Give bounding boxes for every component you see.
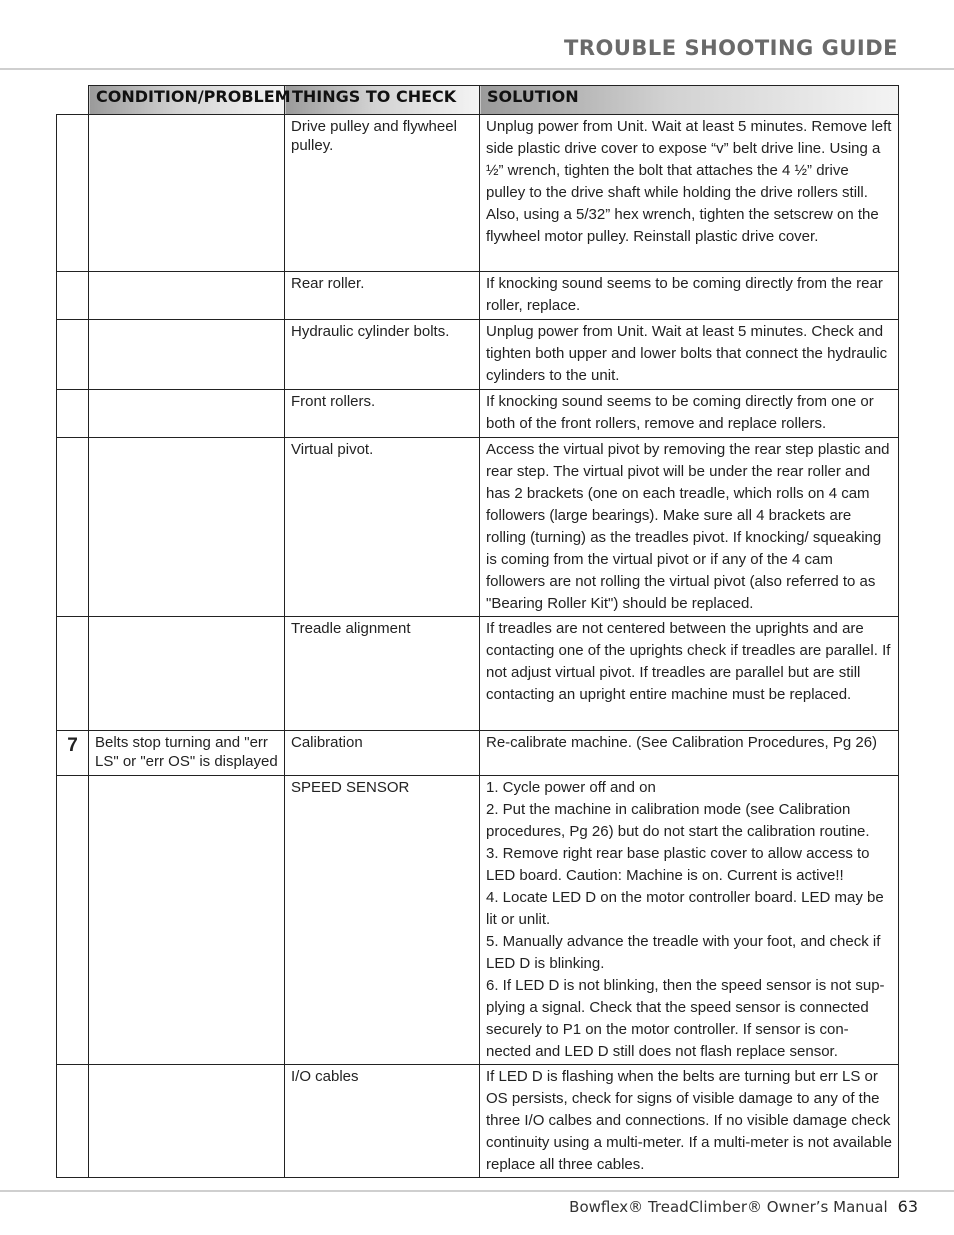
table-row — [57, 617, 899, 731]
table-row — [57, 115, 899, 272]
header-divider — [0, 68, 954, 70]
row-number — [57, 438, 89, 617]
row-number — [57, 776, 89, 1065]
manual-title: Bowflex® TreadClimber® Owner’s Manual — [569, 1198, 888, 1216]
table-row — [57, 776, 899, 1065]
condition-cell — [89, 115, 285, 272]
solution-cell: If knocking sound seems to be coming directly from one or both of the front rollers, remove and replace rollers. — [480, 390, 899, 438]
table-row — [57, 272, 899, 320]
troubleshooting-table — [56, 85, 899, 1178]
condition-cell — [89, 390, 285, 438]
solution-cell: If LED D is flashing when the belts are turning but err LS or OS persists, check for signs of visible damage to any of the three I/O calbes and connections. If no visible damage check continuity using a multi-meter. If a multi-meter is not available replace all three cables. — [480, 1065, 899, 1178]
solution-cell: Unplug power from Unit. Wait at least 5 minutes. Remove left side plastic drive cover to expose “v” belt drive line. Using a ½” wrench, tighten the bolt that attaches the 4 ½” drive pulley to the drive shaft while holding the drive rollers still. Also, using a 5/32” hex wrench, tighten the setscrew on the flywheel motor pulley. Reinstall plastic drive cover. — [480, 115, 899, 272]
check-cell: Front rollers. — [285, 390, 480, 438]
solution-step: 5. Manually advance the treadle with your foot, and check if LED D is blinking. — [486, 933, 881, 972]
row-number — [57, 617, 89, 731]
check-cell: Calibration — [285, 731, 480, 776]
condition-cell — [89, 617, 285, 731]
table-row — [57, 320, 899, 390]
condition-cell: Belts stop turning and "err LS" or "err OS" is displayed — [89, 731, 285, 776]
page-number: 63 — [897, 1197, 918, 1216]
solution-step: 1. Cycle power off and on — [486, 779, 656, 796]
condition-cell — [89, 272, 285, 320]
number-column-header — [57, 86, 89, 115]
solution-cell: Re-calibrate machine. (See Calibration Procedures, Pg 26) — [480, 731, 899, 776]
table-row — [57, 438, 899, 617]
solution-step: 6. If LED D is not blinking, then the speed sensor is not sup-plying a signal. Check that the speed sensor is connected securely to P1 on the motor controller. If sensor is con-nected and LED D still does not flash replace sensor. — [486, 977, 885, 1060]
check-cell: I/O cables — [285, 1065, 480, 1178]
condition-cell — [89, 320, 285, 390]
row-number — [57, 1065, 89, 1178]
page-footer — [569, 1197, 918, 1216]
row-number — [57, 115, 89, 272]
table-row — [57, 731, 899, 776]
check-column-header: THINGS TO CHECK — [285, 86, 480, 115]
row-number — [57, 272, 89, 320]
table-row — [57, 390, 899, 438]
solution-cell: If knocking sound seems to be coming directly from the rear roller, replace. — [480, 272, 899, 320]
solution-step: 2. Put the machine in calibration mode (see Calibration procedures, Pg 26) but do not start the calibration routine. — [486, 801, 870, 840]
condition-cell — [89, 776, 285, 1065]
solution-cell: Access the virtual pivot by removing the rear step plastic and rear step. The virtual pivot will be under the rear roller and has 2 brackets (one on each treadle, which rolls on 4 cam followers (large bearings). Make sure all 4 brackets are rolling (turning) as the treadles pivot. If knocking/ squeaking is coming from the virtual pivot or if any of the 4 cam followers are not rolling the virtual pivot (also referred to as "Bearing Roller Kit") should be replaced. — [480, 438, 899, 617]
check-cell: Drive pulley and flywheel pulley. — [285, 115, 480, 272]
footer-divider — [0, 1190, 954, 1192]
solution-step: 4. Locate LED D on the motor controller board. LED may be lit or unlit. — [486, 889, 884, 928]
row-number — [57, 320, 89, 390]
condition-column-header: CONDITION/PROBLEM — [89, 86, 285, 115]
check-cell: Hydraulic cylinder bolts. — [285, 320, 480, 390]
check-cell: Virtual pivot. — [285, 438, 480, 617]
solution-step: 3. Remove right rear base plastic cover to allow access to LED board. Caution: Machine is on. Current is active!! — [486, 845, 870, 884]
solution-cell: If treadles are not centered between the uprights and are contacting one of the uprights check if treadles are parallel. If not adjust virtual pivot. If treadles are parallel but are still contacting an upright entire machine must be replaced. — [480, 617, 899, 731]
solution-column-header: SOLUTION — [480, 86, 899, 115]
table-header-row — [57, 86, 899, 115]
condition-cell — [89, 1065, 285, 1178]
row-number: 7 — [57, 731, 89, 776]
solution-cell — [480, 776, 899, 1065]
solution-cell: Unplug power from Unit. Wait at least 5 minutes. Check and tighten both upper and lower bolts that connect the hydraulic cylinders to the unit. — [480, 320, 899, 390]
page-title: TROUBLE SHOOTING GUIDE — [564, 36, 898, 60]
check-cell: Rear roller. — [285, 272, 480, 320]
row-number — [57, 390, 89, 438]
check-cell: Treadle alignment — [285, 617, 480, 731]
check-cell: SPEED SENSOR — [285, 776, 480, 1065]
table-row — [57, 1065, 899, 1178]
condition-cell — [89, 438, 285, 617]
